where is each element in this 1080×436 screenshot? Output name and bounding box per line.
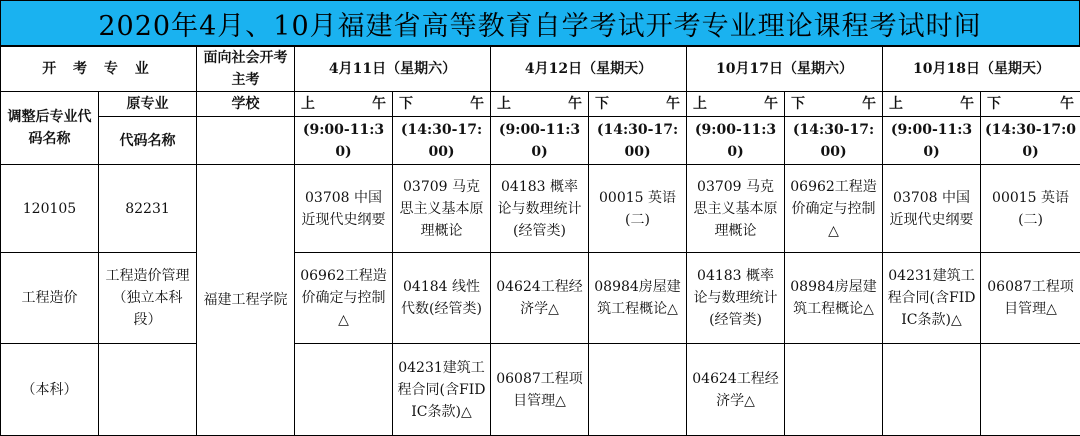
major-name: 工程造价 (1, 253, 99, 344)
slot-time-1: (14:30-17:00) (393, 117, 491, 165)
page-title: 2020年4月、10月福建省高等教育自学考试开考专业理论课程考试时间 (0, 0, 1080, 46)
course-cell: 03709 马克思主义基本原理概论 (393, 165, 491, 253)
course-cell: 04231建筑工程合同(含FIDIC条款)△ (393, 344, 491, 436)
date-header-0: 4月11日（星期六） (295, 47, 491, 92)
course-cell: 04624工程经济学△ (491, 253, 589, 344)
slot-halfday-0: 上 午 (295, 92, 393, 117)
school-header-blank (197, 117, 295, 165)
header-row-dates (1, 47, 1080, 92)
course-cell: 03708 中国近现代史纲要 (883, 165, 981, 253)
course-cell: 08984房屋建筑工程概论△ (785, 253, 883, 344)
original-major-blank (99, 344, 197, 436)
date-header-3: 10月18日（星期天） (883, 47, 1080, 92)
course-cell (785, 344, 883, 436)
table-row (1, 165, 1080, 253)
course-cell (295, 344, 393, 436)
slot-halfday-6: 上 午 (883, 92, 981, 117)
course-cell: 06962工程造价确定与控制△ (295, 253, 393, 344)
exam-schedule-table (0, 46, 1080, 436)
school-name: 福建工程学院 (197, 165, 295, 436)
table-row (1, 344, 1080, 436)
slot-halfday-4: 上 午 (687, 92, 785, 117)
slot-halfday-5: 下 午 (785, 92, 883, 117)
slot-time-5: (14:30-17:00) (785, 117, 883, 165)
slot-time-3: (14:30-17:00) (589, 117, 687, 165)
original-major-name: 工程造价管理（独立本科段） (99, 253, 197, 344)
school-header: 学校 (197, 92, 295, 117)
course-cell: 00015 英语(二) (589, 165, 687, 253)
course-cell: 04231建筑工程合同(含FIDIC条款)△ (883, 253, 981, 344)
course-cell (883, 344, 981, 436)
course-cell: 08984房屋建筑工程概论△ (589, 253, 687, 344)
header-row-times (1, 117, 1080, 165)
course-cell: 00015 英语(二) (981, 165, 1080, 253)
slot-time-7: (14:30-17:00) (981, 117, 1080, 165)
course-cell (589, 344, 687, 436)
original-major-header: 原专业 (99, 92, 197, 117)
slot-halfday-2: 上 午 (491, 92, 589, 117)
slot-halfday-7: 下 午 (981, 92, 1080, 117)
course-cell: 03708 中国近现代史纲要 (295, 165, 393, 253)
original-code-name-header: 代码名称 (99, 117, 197, 165)
major-level: （本科） (1, 344, 99, 436)
course-cell: 04184 线性代数(经管类) (393, 253, 491, 344)
slot-halfday-1: 下 午 (393, 92, 491, 117)
course-cell: 06087工程项目管理△ (981, 253, 1080, 344)
course-cell (981, 344, 1080, 436)
course-cell: 06962工程造价确定与控制△ (785, 165, 883, 253)
table-row (1, 253, 1080, 344)
slot-time-2: (9:00-11:30) (491, 117, 589, 165)
course-cell: 06087工程项目管理△ (491, 344, 589, 436)
date-header-2: 10月17日（星期六） (687, 47, 883, 92)
slot-time-4: (9:00-11:30) (687, 117, 785, 165)
major-group-header: 开 考 专 业 (1, 47, 197, 92)
slot-time-0: (9:00-11:30) (295, 117, 393, 165)
course-cell: 04183 概率论与数理统计(经管类) (491, 165, 589, 253)
header-row-halfday (1, 92, 1080, 117)
course-cell: 04183 概率论与数理统计(经管类) (687, 253, 785, 344)
course-cell: 03709 马克思主义基本原理概论 (687, 165, 785, 253)
major-code: 120105 (1, 165, 99, 253)
original-major-code: 82231 (99, 165, 197, 253)
adjusted-code-header: 调整后专业代码名称 (1, 92, 99, 165)
course-cell: 04624工程经济学△ (687, 344, 785, 436)
date-header-1: 4月12日（星期天） (491, 47, 687, 92)
school-group-header: 面向社会开考主考 (197, 47, 295, 92)
slot-halfday-3: 下 午 (589, 92, 687, 117)
slot-time-6: (9:00-11:30) (883, 117, 981, 165)
